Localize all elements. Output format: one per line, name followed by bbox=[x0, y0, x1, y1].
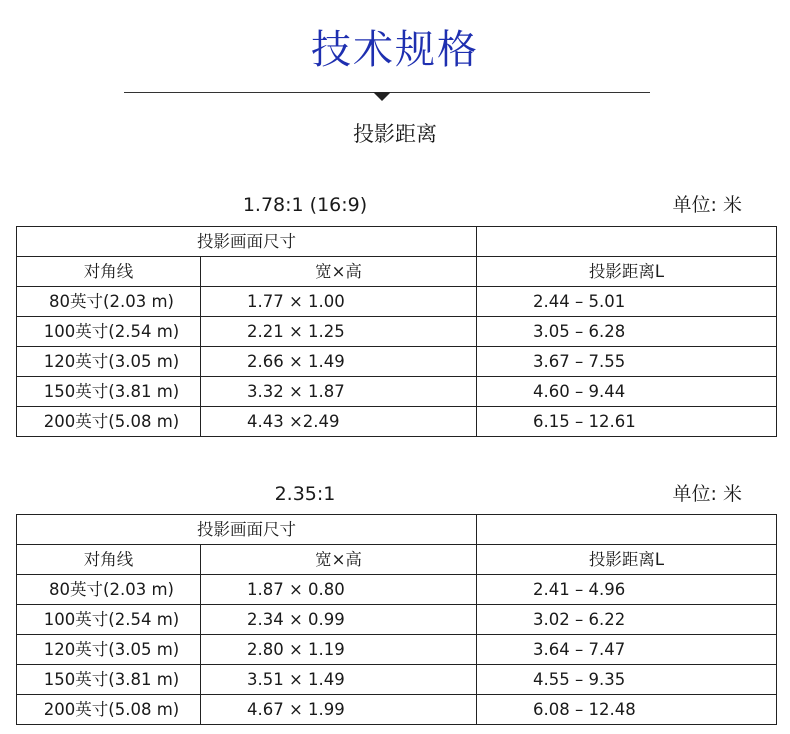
cell-width-height: 2.34 × 0.99 bbox=[201, 605, 477, 635]
cell-width-height: 1.87 × 0.80 bbox=[201, 575, 477, 605]
cell-diagonal: 100英寸(2.54 m) bbox=[17, 317, 201, 347]
group-header-empty bbox=[477, 515, 777, 545]
throw-distance-table bbox=[16, 226, 777, 437]
title-divider-right bbox=[390, 92, 650, 93]
header-throw-distance: 投影距离L bbox=[477, 257, 777, 287]
table-row bbox=[17, 377, 777, 407]
table-row bbox=[17, 347, 777, 377]
cell-width-height: 1.77 × 1.00 bbox=[201, 287, 477, 317]
cell-diagonal: 150英寸(3.81 m) bbox=[17, 377, 201, 407]
cell-diagonal: 120英寸(3.05 m) bbox=[17, 347, 201, 377]
cell-width-height: 2.21 × 1.25 bbox=[201, 317, 477, 347]
cell-width-height: 4.67 × 1.99 bbox=[201, 695, 477, 725]
section-subtitle: 投影距离 bbox=[353, 122, 437, 146]
table-row bbox=[17, 317, 777, 347]
cell-width-height: 2.80 × 1.19 bbox=[201, 635, 477, 665]
group-header-empty bbox=[477, 227, 777, 257]
cell-diagonal: 150英寸(3.81 m) bbox=[17, 665, 201, 695]
header-throw-distance: 投影距离L bbox=[477, 545, 777, 575]
group-header-screen-size: 投影画面尺寸 bbox=[17, 515, 477, 545]
throw-distance-table bbox=[16, 514, 777, 725]
cell-width-height: 3.51 × 1.49 bbox=[201, 665, 477, 695]
header-width-height: 宽×高 bbox=[201, 545, 477, 575]
aspect-ratio-label: 2.35:1 bbox=[274, 483, 336, 505]
divider-triangle-icon bbox=[373, 92, 391, 101]
cell-width-height: 3.32 × 1.87 bbox=[201, 377, 477, 407]
header-diagonal: 对角线 bbox=[17, 545, 201, 575]
cell-throw-distance: 3.02 – 6.22 bbox=[477, 605, 777, 635]
cell-diagonal: 100英寸(2.54 m) bbox=[17, 605, 201, 635]
cell-diagonal: 200英寸(5.08 m) bbox=[17, 695, 201, 725]
cell-throw-distance: 3.64 – 7.47 bbox=[477, 635, 777, 665]
unit-label: 单位: 米 bbox=[672, 483, 742, 505]
table-row bbox=[17, 575, 777, 605]
header-diagonal: 对角线 bbox=[17, 257, 201, 287]
table-header-row bbox=[17, 545, 777, 575]
cell-width-height: 4.43 ×2.49 bbox=[201, 407, 477, 437]
header-width-height: 宽×高 bbox=[201, 257, 477, 287]
cell-diagonal: 200英寸(5.08 m) bbox=[17, 407, 201, 437]
cell-width-height: 2.66 × 1.49 bbox=[201, 347, 477, 377]
group-header-screen-size: 投影画面尺寸 bbox=[17, 227, 477, 257]
title-divider-left bbox=[124, 92, 374, 93]
table-row bbox=[17, 407, 777, 437]
cell-diagonal: 120英寸(3.05 m) bbox=[17, 635, 201, 665]
cell-throw-distance: 2.44 – 5.01 bbox=[477, 287, 777, 317]
table-row bbox=[17, 665, 777, 695]
cell-throw-distance: 6.15 – 12.61 bbox=[477, 407, 777, 437]
table-header-row bbox=[17, 257, 777, 287]
cell-throw-distance: 3.67 – 7.55 bbox=[477, 347, 777, 377]
page-title: 技术规格 bbox=[311, 27, 479, 73]
cell-throw-distance: 3.05 – 6.28 bbox=[477, 317, 777, 347]
cell-diagonal: 80英寸(2.03 m) bbox=[17, 287, 201, 317]
cell-throw-distance: 6.08 – 12.48 bbox=[477, 695, 777, 725]
table-group-header-row bbox=[17, 515, 777, 545]
unit-label: 单位: 米 bbox=[672, 194, 742, 216]
cell-throw-distance: 4.55 – 9.35 bbox=[477, 665, 777, 695]
table-row bbox=[17, 695, 777, 725]
cell-throw-distance: 2.41 – 4.96 bbox=[477, 575, 777, 605]
aspect-ratio-label: 1.78:1 (16:9) bbox=[242, 194, 368, 216]
table-group-header-row bbox=[17, 227, 777, 257]
table-row bbox=[17, 605, 777, 635]
table-row bbox=[17, 287, 777, 317]
table-row bbox=[17, 635, 777, 665]
cell-diagonal: 80英寸(2.03 m) bbox=[17, 575, 201, 605]
cell-throw-distance: 4.60 – 9.44 bbox=[477, 377, 777, 407]
